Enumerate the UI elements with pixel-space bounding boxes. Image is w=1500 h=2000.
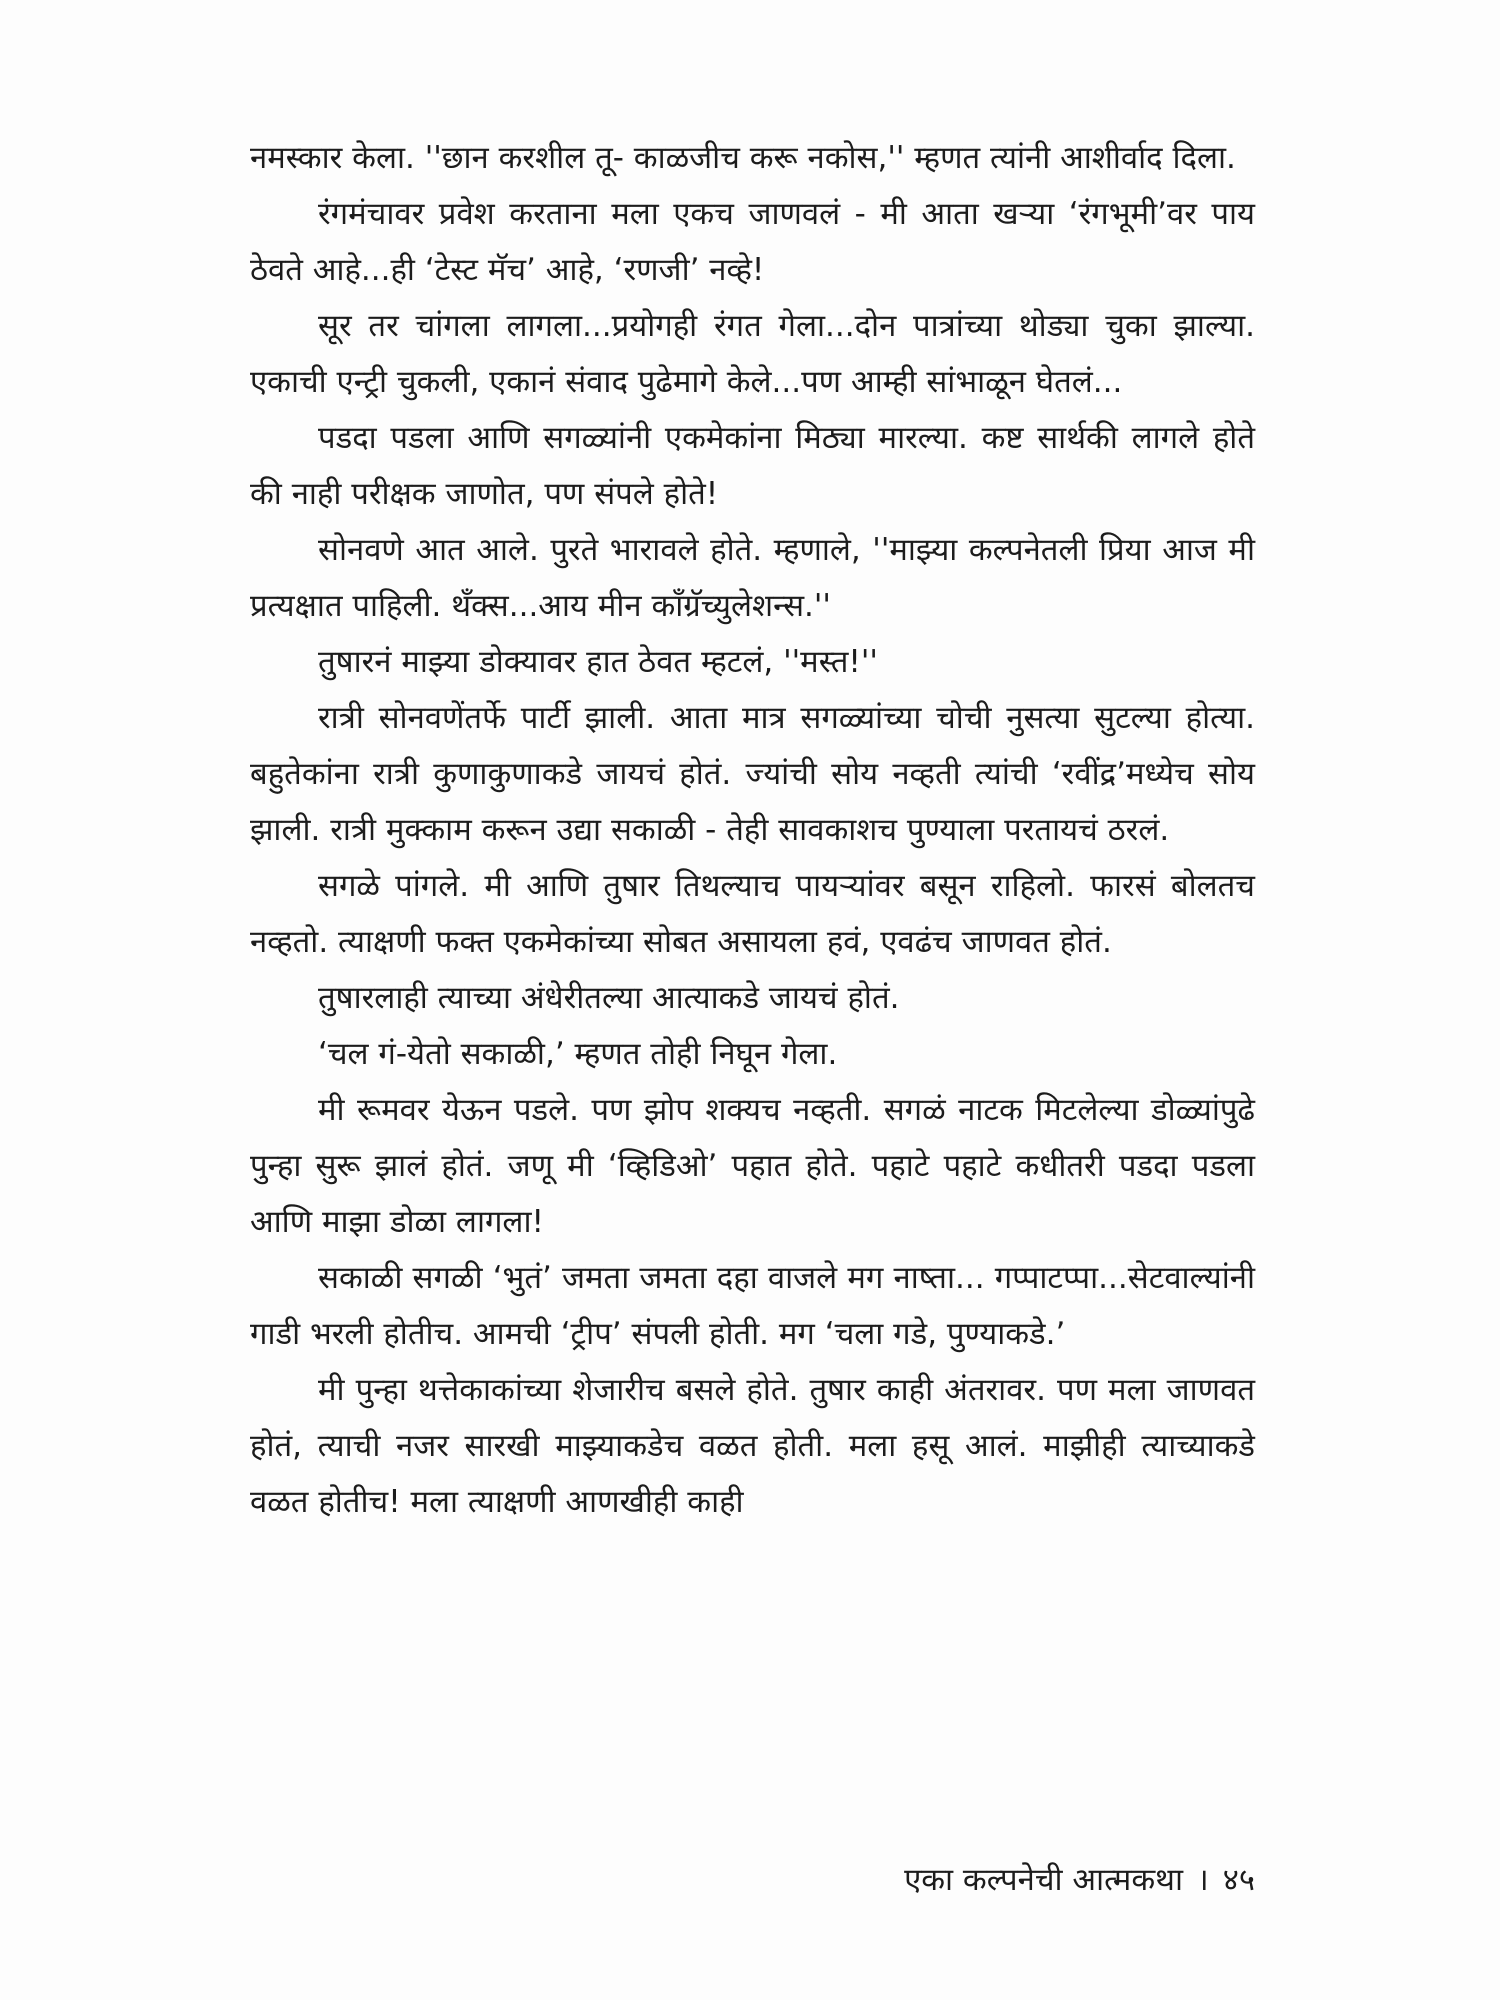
paragraph: सोनवणे आत आले. पुरते भारावले होते. म्हणाले, ''माझ्या कल्पनेतली प्रिया आज मी प्रत्यक्षात पाहिली. थँक्स...आय मीन कॉंग्रॅच्युलेशन्स.'' bbox=[250, 532, 1255, 624]
paragraph: रात्री सोनवणेंतर्फे पार्टी झाली. आता मात्र सगळ्यांच्या चोची नुसत्या सुटल्या होत्या. बहुतेकांना रात्री कुणाकुणाकडे जायचं होतं. ज्यांची सोय नव्हती त्यांची ‘रवींद्र’मध्येच सोय झाली. रात्री मुक्काम करून उद्या सकाळी - तेही सावकाशच पुण्याला परतायचं ठरलं. bbox=[250, 700, 1255, 848]
page-number: ४५ bbox=[1222, 1862, 1255, 1898]
paragraph: सूर तर चांगला लागला...प्रयोगही रंगत गेला...दोन पात्रांच्या थोड्या चुका झाल्या. एकाची एन्ट्री चुकली, एकानं संवाद पुढेमागे केले...पण आम्ही सांभाळून घेतलं... bbox=[250, 308, 1255, 400]
paragraph: तुषारलाही त्याच्या अंधेरीतल्या आत्याकडे जायचं होतं. bbox=[318, 980, 900, 1016]
paragraph: ‘चल गं-येतो सकाळी,’ म्हणत तोही निघून गेला. bbox=[318, 1036, 838, 1072]
page-footer bbox=[904, 1858, 1255, 1900]
running-title: एका कल्पनेची आत्मकथा bbox=[904, 1862, 1183, 1898]
paragraph: नमस्कार केला. ''छान करशील तू- काळजीच करू नकोस,'' म्हणत त्यांनी आशीर्वाद दिला. bbox=[250, 140, 1236, 176]
paragraph: मी पुन्हा थत्तेकाकांच्या शेजारीच बसले होते. तुषार काही अंतरावर. पण मला जाणवत होतं, त्याची नजर सारखी माझ्याकडेच वळत होती. मला हसू आलं. माझीही त्याच्याकडे वळत होतीच! मला त्याक्षणी आणखीही काही bbox=[250, 1372, 1255, 1520]
paragraph: सगळे पांगले. मी आणि तुषार तिथल्याच पायऱ्यांवर बसून राहिलो. फारसं बोलतच नव्हतो. त्याक्षणी फक्त एकमेकांच्या सोबत असायला हवं, एवढंच जाणवत होतं. bbox=[250, 868, 1255, 960]
paragraph: मी रूमवर येऊन पडले. पण झोप शक्यच नव्हती. सगळं नाटक मिटलेल्या डोळ्यांपुढे पुन्हा सुरू झालं होतं. जणू मी ‘व्हिडिओ’ पहात होते. पहाटे पहाटे कधीतरी पडदा पडला आणि माझा डोळा लागला! bbox=[250, 1092, 1255, 1240]
paragraph: पडदा पडला आणि सगळ्यांनी एकमेकांना मिठ्या मारल्या. कष्ट सार्थकी लागले होते की नाही परीक्षक जाणोत, पण संपले होते! bbox=[250, 420, 1255, 512]
body-text bbox=[250, 130, 1255, 1530]
paragraph: सकाळी सगळी ‘भुतं’ जमता जमता दहा वाजले मग नाष्ता... गप्पाटप्पा...सेटवाल्यांनी गाडी भरली होतीच. आमची ‘ट्रीप’ संपली होती. मग ‘चला गडे, पुण्याकडे.’ bbox=[250, 1260, 1255, 1352]
paragraph: तुषारनं माझ्या डोक्यावर हात ठेवत म्हटलं, ''मस्त!'' bbox=[318, 644, 878, 680]
paragraph: रंगमंचावर प्रवेश करताना मला एकच जाणवलं - मी आता खऱ्या ‘रंगभूमी’वर पाय ठेवते आहे...ही ‘टेस्ट मॅच’ आहे, ‘रणजी’ नव्हे! bbox=[250, 196, 1255, 288]
footer-separator: । bbox=[1197, 1862, 1209, 1898]
